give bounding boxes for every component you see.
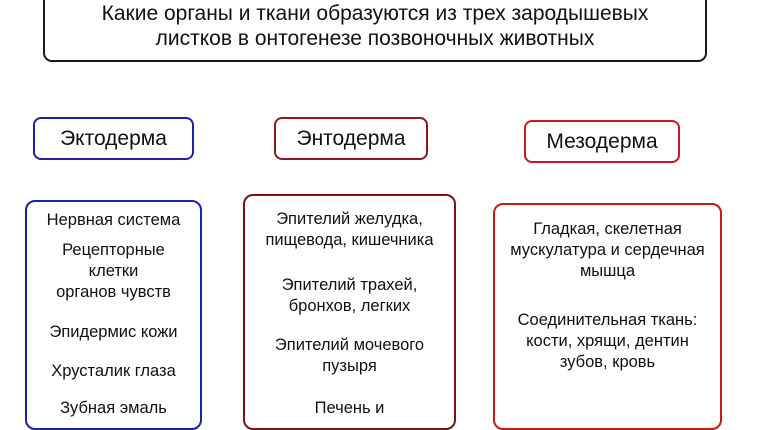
- item-line: кости, хрящи, дентин: [526, 332, 689, 350]
- item-line: Эпителий трахей,: [281, 276, 418, 294]
- item-line: Соединительная ткань:: [517, 311, 698, 329]
- title-box: [43, 0, 707, 62]
- ectoderm-item-nervous-system: [27, 210, 200, 231]
- title-line-2: листков в онтогенезе позвоночных животных: [155, 27, 595, 50]
- ectoderm-item-receptor-cells: [27, 240, 200, 303]
- endoderm-item-bladder-epithelium: [245, 335, 454, 377]
- item-line: органов чувств: [56, 283, 171, 301]
- item-line: Эпителий мочевого: [274, 336, 425, 354]
- item-line: мышца: [579, 262, 636, 280]
- item-line: Эпителий желудка,: [276, 210, 423, 228]
- item-line: мускулатура и сердечная: [510, 241, 705, 259]
- item-line: Нервная система: [46, 211, 181, 229]
- item-line: Зубная эмаль: [60, 399, 167, 417]
- endoderm-list: [243, 194, 456, 430]
- title-line-1: Какие органы и ткани образуются из трех зародышевых: [101, 2, 649, 25]
- mesoderm-list: [493, 203, 722, 430]
- item-line: пищевода, кишечника: [265, 231, 434, 249]
- endoderm-item-liver: [245, 398, 454, 419]
- mesoderm-header: Мезодерма: [524, 120, 680, 163]
- ectoderm-item-enamel: [27, 398, 200, 419]
- ectoderm-item-lens: [27, 361, 200, 382]
- item-line: Гладкая, скелетная: [533, 220, 682, 238]
- item-line: Печень и: [314, 399, 385, 417]
- mesoderm-item-musculature: [495, 219, 720, 282]
- endoderm-item-gut-epithelium: [245, 209, 454, 251]
- item-line: Рецепторные: [62, 241, 165, 259]
- item-line: Эпидермис кожи: [49, 323, 178, 341]
- endoderm-header: Энтодерма: [274, 117, 428, 160]
- ectoderm-item-epidermis: [27, 322, 200, 343]
- item-line: зубов, кровь: [559, 353, 656, 371]
- item-line: пузыря: [322, 357, 377, 375]
- ectoderm-header: Эктодерма: [33, 117, 194, 160]
- item-line: бронхов, легких: [288, 297, 411, 315]
- endoderm-item-airway-epithelium: [245, 275, 454, 317]
- item-line: Хрусталик глаза: [51, 362, 176, 380]
- mesoderm-item-connective-tissue: [495, 310, 720, 373]
- ectoderm-list: [25, 200, 202, 430]
- item-line: клетки: [88, 262, 139, 280]
